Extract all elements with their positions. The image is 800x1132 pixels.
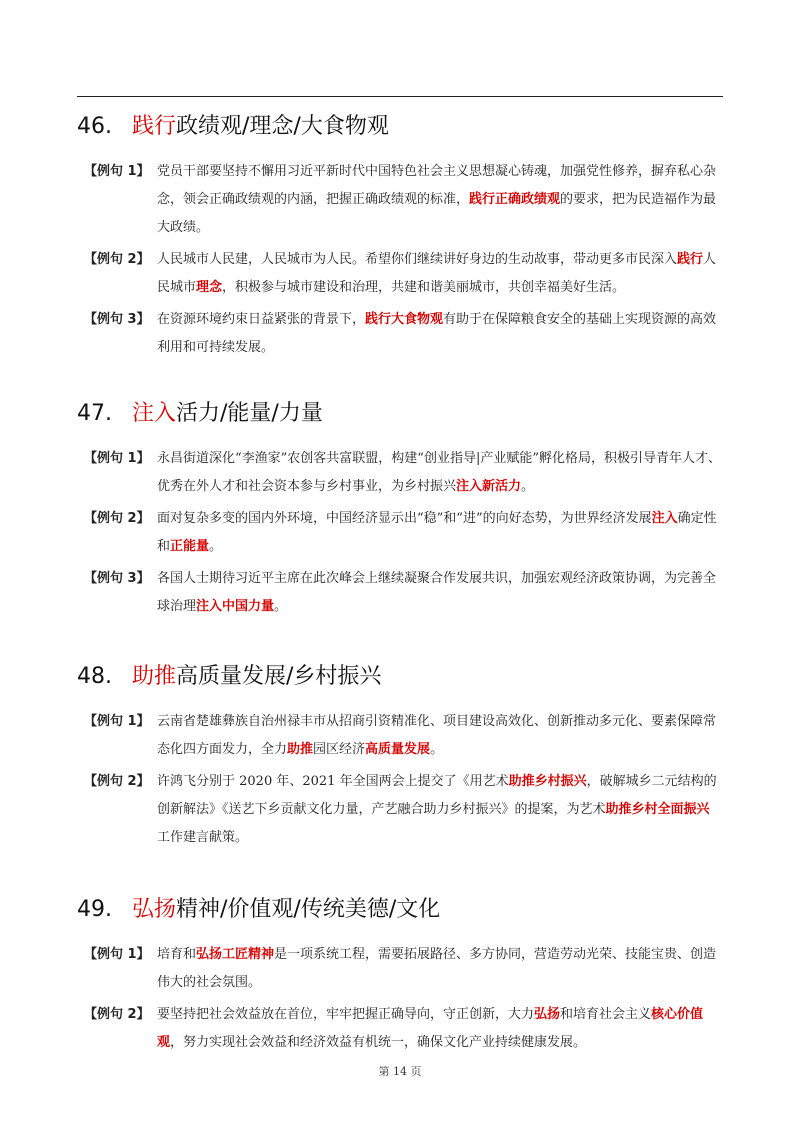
text-segment: 有助于在保障粮食安全的基础上实现资源的高效利用和可持续发展。	[157, 312, 717, 355]
highlight-phrase: 助推乡村振兴	[508, 774, 587, 789]
section-number: 47.	[77, 401, 112, 426]
highlight-phrase: 高质量发展	[365, 742, 431, 757]
text-segment: 要坚持把社会效益放在首位，牢牢把握正确导向，守正创新，大力	[157, 1007, 535, 1022]
example-tag: 【例句 1】	[84, 451, 150, 466]
text-segment: 培育和	[157, 947, 197, 962]
example-sentence	[84, 565, 722, 621]
example-tag: 【例句 1】	[84, 947, 150, 962]
example-sentence	[84, 941, 722, 997]
highlight-phrase: 注入新活力	[456, 479, 522, 494]
text-segment: ，积极参与城市建设和治理，共建和谐美丽城市，共创幸福美好生活。	[222, 280, 626, 295]
section-collocations: 精神/价值观/传统美德/文化	[176, 897, 441, 922]
highlight-phrase: 践行正确政绩观	[469, 192, 561, 207]
text-segment: 和培育社会主义	[560, 1007, 652, 1022]
text-segment: 永昌街道深化“李渔家”农创客共富联盟，构建“创业指导|产业赋能”孵化格局，积极引导青年人才、优秀在外人才和社会资本参与乡村事业，为乡村振兴	[157, 451, 721, 494]
example-sentence	[84, 306, 722, 362]
section-heading	[77, 112, 727, 142]
example-tag: 【例句 1】	[84, 164, 150, 179]
text-segment: 的要求，把为民造福作为最大政绩。	[157, 192, 717, 235]
top-rule	[77, 96, 723, 97]
example-text	[157, 1001, 722, 1057]
example-sentence	[84, 768, 722, 852]
section-highlight-verb: 弘扬	[132, 897, 177, 922]
text-segment: 在资源环境约束日益紧张的背景下，	[157, 312, 366, 327]
section-heading	[77, 895, 727, 925]
example-tag: 【例句 2】	[84, 774, 150, 789]
example-sentence	[84, 708, 722, 764]
text-segment: ，破解城乡二元结构的创新解法》《送艺下乡贡献文化力量，产艺融合助力乡村振兴》的提案，为艺术	[157, 774, 717, 817]
highlight-phrase: 弘扬工匠精神	[196, 947, 275, 962]
text-segment: 。	[430, 742, 444, 757]
highlight-phrase: 注入	[651, 511, 678, 526]
highlight-phrase: 践行大食物观	[365, 312, 444, 327]
highlight-phrase: 助推乡村全面振兴	[605, 802, 710, 817]
section-highlight-verb: 注入	[132, 401, 177, 426]
section-number: 49.	[77, 897, 112, 922]
text-segment: 园区经济	[313, 742, 366, 757]
example-text	[157, 505, 722, 561]
highlight-phrase: 助推	[287, 742, 314, 757]
highlight-phrase: 注入中国力量	[196, 599, 275, 614]
text-segment: 是一项系统工程，需要拓展路径、多方协同，营造劳动光荣、技能宝贵、创造伟大的社会氛围。	[157, 947, 717, 990]
example-text	[157, 246, 722, 302]
text-segment: 各国人士期待习近平主席在此次峰会上继续凝聚合作发展共识，加强宏观经济政策协调，为完善全球治理	[157, 571, 717, 614]
highlight-phrase: 弘扬	[534, 1007, 561, 1022]
highlight-phrase: 核心价值观	[157, 1007, 704, 1050]
highlight-phrase: 正能量	[170, 539, 210, 554]
section-highlight-verb: 践行	[132, 114, 177, 139]
example-sentence	[84, 246, 722, 302]
example-text	[157, 445, 722, 501]
text-segment: 工作建言献策。	[157, 830, 249, 845]
example-text	[157, 565, 722, 621]
example-tag: 【例句 1】	[84, 714, 150, 729]
section-47	[77, 399, 727, 621]
section-collocations: 高质量发展/乡村振兴	[176, 664, 382, 689]
example-sentence	[84, 158, 722, 242]
highlight-phrase: 理念	[196, 280, 223, 295]
section-heading	[77, 399, 727, 429]
text-segment: 云南省楚雄彝族自治州禄丰市从招商引资精准化、项目建设高效化、创新推动多元化、要素保障常态化四方面发力，全力	[157, 714, 717, 757]
text-segment: 确定性和	[157, 511, 717, 554]
example-tag: 【例句 2】	[84, 252, 150, 267]
text-segment: 。	[521, 479, 535, 494]
highlight-phrase: 践行	[677, 252, 704, 267]
section-number: 46.	[77, 114, 112, 139]
section-highlight-verb: 助推	[132, 664, 177, 689]
section-collocations: 政绩观/理念/大食物观	[176, 114, 389, 139]
example-tag: 【例句 3】	[84, 312, 150, 327]
text-segment: 党员干部要坚持不懈用习近平新时代中国特色社会主义思想凝心铸魂，加强党性修养，摒弃私心杂念，领会正确政绩观的内涵，把握正确政绩观的标准，	[157, 164, 717, 207]
text-segment: 。	[209, 539, 223, 554]
example-tag: 【例句 3】	[84, 571, 150, 586]
example-tag: 【例句 2】	[84, 511, 150, 526]
page-number: 第 14 页	[378, 1065, 422, 1078]
text-segment: 许鸿飞分别于 2020 年、2021 年全国两会上提交了《用艺术	[157, 774, 509, 789]
example-tag: 【例句 2】	[84, 1007, 150, 1022]
section-collocations: 活力/能量/力量	[176, 401, 323, 426]
text-segment: ，努力实现社会效益和经济效益有机统一，确保文化产业持续健康发展。	[170, 1035, 587, 1050]
section-46	[77, 112, 727, 362]
text-segment: 人民城市人民建，人民城市为人民。希望你们继续讲好身边的生动故事，带动更多市民深入	[157, 252, 678, 267]
example-text	[157, 708, 722, 764]
text-segment: 。	[274, 599, 288, 614]
text-segment: 面对复杂多变的国内外环境，中国经济显示出“稳”和“进”的向好态势，为世界经济发展	[157, 511, 652, 526]
example-sentence	[84, 1001, 722, 1057]
example-sentence	[84, 505, 722, 561]
example-text	[157, 158, 722, 242]
section-49	[77, 895, 727, 1057]
section-heading	[77, 662, 727, 692]
example-text	[157, 306, 722, 362]
text-segment: 人民城市	[157, 252, 717, 295]
example-text	[157, 768, 722, 852]
section-number: 48.	[77, 664, 112, 689]
example-text	[157, 941, 722, 997]
section-48	[77, 662, 727, 852]
example-sentence	[84, 445, 722, 501]
